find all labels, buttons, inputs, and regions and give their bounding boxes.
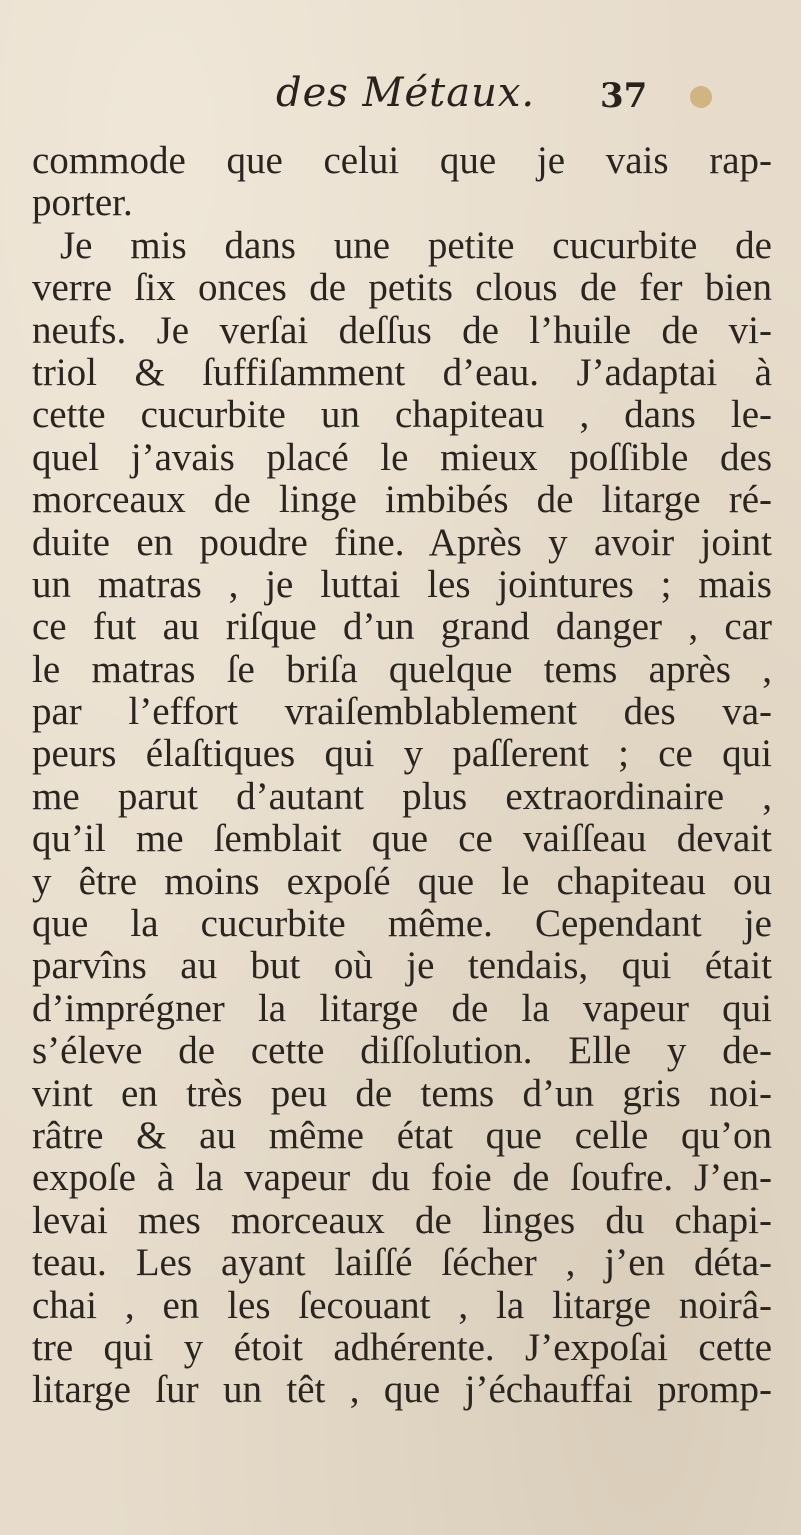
text-line: d’imprégner la litarge de la vapeur qui <box>32 986 772 1030</box>
text-line: quel j’avais placé le mieux poſſible des <box>32 435 772 479</box>
text-line: que la cucurbite même. Cependant je <box>32 902 772 946</box>
text-line: litarge ſur un têt , que j’échauffai promp- <box>32 1368 772 1412</box>
text-line: duite en poudre fine. Après y avoir joint <box>32 520 772 564</box>
text-line: ce fut au riſque d’un grand danger , car <box>32 605 772 649</box>
text-line: parvîns au but où je tendais, qui était <box>32 944 772 988</box>
text-line: levai mes morceaux de linges du chapi- <box>32 1198 772 1242</box>
text-line: expoſe à la vapeur du foie de ſoufre. J’en- <box>32 1156 772 1200</box>
text-line: me parut d’autant plus extraordinaire , <box>32 774 772 818</box>
text-line: Je mis dans une petite cucurbite de <box>60 223 772 267</box>
body-text <box>32 140 772 1412</box>
text-line: morceaux de linge imbibés de litarge ré- <box>32 478 772 522</box>
text-line: neufs. Je verſai deſſus de l’huile de vi- <box>32 308 772 352</box>
text-line: par l’effort vraiſemblablement des va- <box>32 690 772 734</box>
running-head <box>0 70 801 130</box>
text-line: râtre & au même état que celle qu’on <box>32 1113 772 1157</box>
text-line: le matras ſe briſa quelque tems après , <box>32 647 772 691</box>
text-line: peurs élaſtiques qui y paſſerent ; ce qui <box>32 732 772 776</box>
text-line: y être moins expoſé que le chapiteau ou <box>32 859 772 903</box>
text-line: s’éleve de cette diſſolution. Elle y de- <box>32 1029 772 1073</box>
text-line: porter. <box>32 181 133 225</box>
text-line: qu’il me ſemblait que ce vaiſſeau devait <box>32 817 772 861</box>
text-line: cette cucurbite un chapiteau , dans le- <box>32 393 772 437</box>
text-line: teau. Les ayant laiſſé ſécher , j’en déta- <box>32 1241 772 1285</box>
text-line: triol & ſuffiſamment d’eau. J’adaptai à <box>32 350 772 394</box>
page-number: 37 <box>600 76 648 116</box>
running-title: des Métaux. <box>276 70 536 116</box>
text-line: verre ſix onces de petits clous de fer bien <box>32 266 772 310</box>
text-line: vint en très peu de tems d’un gris noi- <box>32 1071 772 1115</box>
text-line: chai , en les ſecouant , la litarge noirâ- <box>32 1283 772 1327</box>
text-line: commode que celui que je vais rap- <box>32 139 772 182</box>
text-line: tre qui y étoit adhérente. J’expoſai cette <box>32 1325 772 1369</box>
text-line: un matras , je luttai les jointures ; mais <box>32 562 772 606</box>
